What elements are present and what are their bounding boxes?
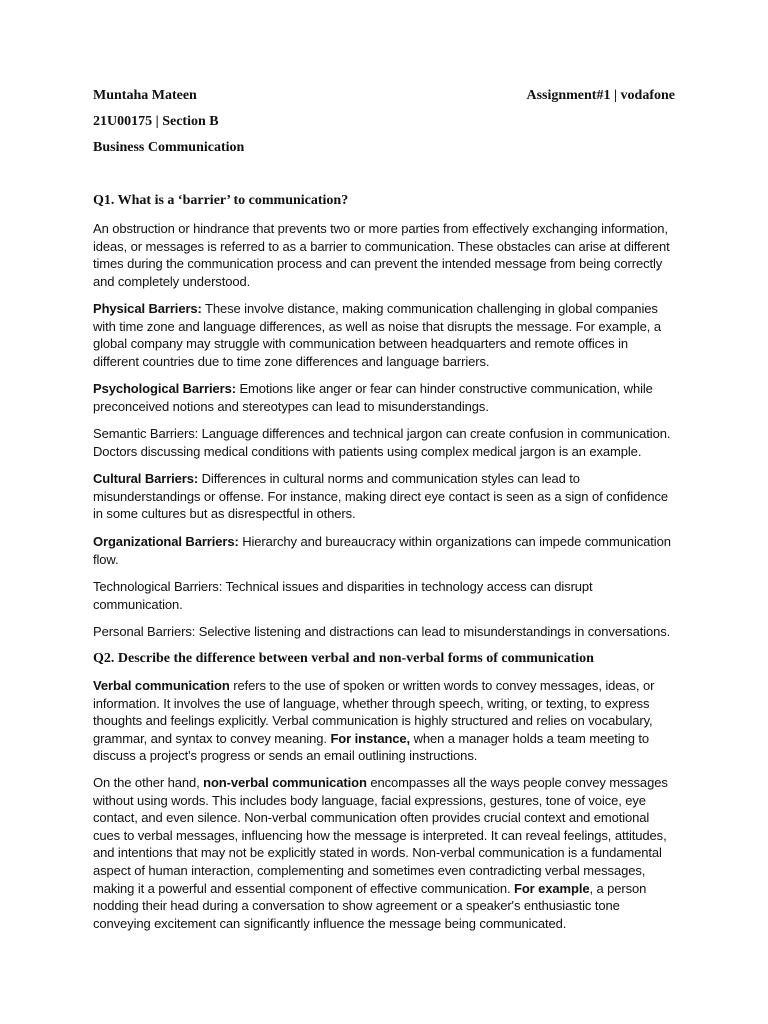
- document-page: [93, 0, 681, 1024]
- technological-barriers-paragraph: Technological Barriers: Technical issues and disparities in technology access can disrupt communication.: [93, 579, 593, 612]
- physical-barriers-text: These involve distance, making communication challenging in global companies with time zone and language differences, as well as noise that disrupts the message. For example, a global company may struggle with communication between headquarters and remote offices in different countries due to time zone differences and language barriers.: [93, 301, 661, 369]
- header-row: [93, 87, 681, 105]
- psychological-barriers-label: Psychological Barriers:: [93, 381, 236, 396]
- id-section: 21U00175 | Section B: [93, 114, 219, 129]
- q2-heading: Q2. Describe the difference between verbal and non-verbal forms of communication: [93, 651, 594, 666]
- verbal-communication-text: refers to the use of spoken or written words to convey messages, ideas, or information. It involves the use of language, whether through speech, writing, or texting, to express thoughts and feelings explicitly. Verbal communication is highly structured and relies on vocabulary, grammar, and syntax to convey meaning.: [93, 678, 655, 746]
- author-name: Muntaha Mateen: [93, 88, 197, 103]
- psychological-barriers-paragraph: [93, 380, 677, 415]
- psychological-barriers-text: Emotions like anger or fear can hinder constructive communication, while preconceived notions and stereotypes can lead to misunderstandings.: [93, 381, 653, 414]
- cultural-barriers-text: Differences in cultural norms and communication styles can lead to misunderstandings or offense. For instance, making direct eye contact is seen as a sign of confidence in some cultures but as disrespectful in others.: [93, 471, 668, 522]
- verbal-instance-label: For instance,: [330, 730, 411, 746]
- cultural-barriers-label: Cultural Barriers:: [93, 471, 199, 486]
- q1-heading: Q1. What is a ‘barrier’ to communication?: [93, 193, 349, 208]
- nonverbal-prefix: On the other hand,: [93, 775, 204, 790]
- nonverbal-example-label: For example: [513, 880, 590, 896]
- organizational-barriers-text: Hierarchy and bureaucracy within organizations can impede communication flow.: [93, 534, 671, 567]
- verbal-communication-paragraph: [93, 677, 677, 765]
- nonverbal-communication-text: encompasses all the ways people convey messages without using words. This includes body language, facial expressions, gestures, tone of voice, eye contact, and even silence. Non-verbal communication often provides crucial context and emotional cues to verbal messages, influencing how the message is interpreted. It can reveal feelings, attitudes, and intentions that may not be explicitly stated in words. Non-verbal communication is a fundamental aspect of human interaction, complementing and sometimes even contradicting verbal messages, making it a powerful and essential component of effective communication.: [93, 775, 668, 896]
- verbal-instance-text: when a manager holds a team meeting to discuss a project's progress or sends an email outlining instructions.: [93, 730, 649, 764]
- physical-barriers-paragraph: [93, 300, 677, 370]
- nonverbal-example-text: , a person nodding their head during a conversation to show agreement or a speaker's enthusiastic tone conveying excitement can significantly influence the message being communicated.: [93, 880, 647, 931]
- organizational-barriers-paragraph: [93, 533, 677, 568]
- verbal-communication-label: Verbal communication: [93, 678, 230, 693]
- assignment-title: Assignment#1 | vodafone: [526, 88, 675, 103]
- semantic-barriers-paragraph: Semantic Barriers: Language differences and technical jargon can create confusion in communication. Doctors discussing medical conditions with patients using complex medical jargon is an example.: [93, 426, 671, 459]
- personal-barriers-paragraph: Personal Barriers: Selective listening and distractions can lead to misunderstandings in conversations.: [93, 624, 671, 639]
- q1-intro: An obstruction or hindrance that prevents two or more parties from effectively exchanging information, ideas, or messages is referred to as a barrier to communication. These obstacles can arise at different times during the communication process and can prevent the intended message from being correctly and completely understood.: [93, 221, 670, 289]
- nonverbal-communication-label: non-verbal communication: [203, 775, 367, 790]
- physical-barriers-label: Physical Barriers:: [93, 301, 202, 316]
- nonverbal-communication-paragraph: [93, 774, 677, 932]
- course-name: Business Communication: [93, 140, 245, 155]
- organizational-barriers-label: Organizational Barriers:: [93, 534, 239, 549]
- cultural-barriers-paragraph: [93, 470, 677, 523]
